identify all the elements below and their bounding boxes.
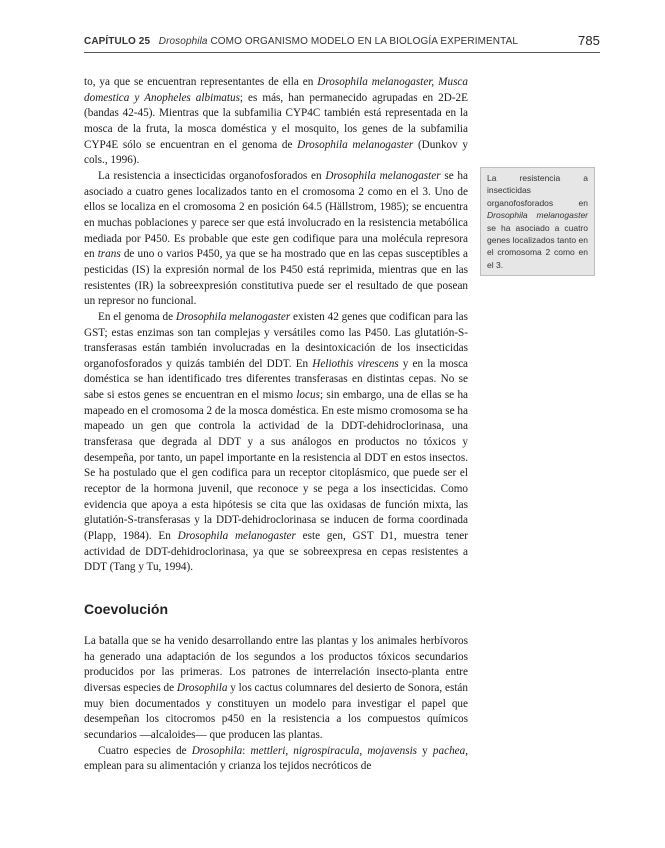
chapter-label: CAPÍTULO 25 xyxy=(84,36,151,47)
paragraph-3: En el genoma de Drosophila melanogaster existen 42 genes que codifican para las GST; estas enzimas son tan complejas y versátiles como las P450. Las glutatión-S-transferasas están también involucradas en la desintoxicación de los insecticidas organofosforados y quizás también del DDT. En Heliothis virescens y en la mosca doméstica se han identificado tres diferentes transferasas en distintas cepas. No se sabe si estos genes se encuentran en el mismo locus; sin embargo, una de ellas se ha mapeado en el cromosoma 2 de la mosca doméstica. En este mismo cromosoma se ha mapeado un gen que controla la actividad de la DDT-dehidroclorinasa, una transferasa que degrada al DDT y a sus análogos en productos no tóxicos y desempeña, por tanto, un papel importante en la resistencia al DDT en estos insectos. Se ha postulado que el gen codifica para un receptor citoplásmico, que puede ser el receptor de la hormona juvenil, que reconoce y se pega a los insecticidas. Como evidencia que apoya a esta hipótesis se cita que las oxidasas de función mixta, las glutatión-S-transferasas y la DDT-dehidroclorinasa se inducen de forma coordinada (Plapp, 1984). En Drosophila melanogaster este gen, GST D1, muestra tener actividad de DDT-dehidroclorinasa, ya que se sobreexpresa en cepas resistentes a DDT (Tang y Tu, 1994). xyxy=(84,310,469,574)
paragraph-5: Cuatro especies de Drosophila: mettleri, nigrospiracula, mojavensis y pachea, emplean para su alimentación y crianza los tejidos necróticos de xyxy=(84,744,469,773)
page-number: 785 xyxy=(578,33,600,48)
paragraph-1: to, ya que se encuentran representantes de ella en Drosophila melanogaster, Musca domestica y Anopheles albimatus; es más, han permanecido agrupadas en 2D-2E (bandas 42-45). Mientras que la subfamilia CYP4C también está representada en la mosca de la fruta, la mosca doméstica y el mosquito, los genes de la subfamilia CYP4E sólo se encuentran en el genoma de Drosophila melanogaster (Dunkov y cols., 1996). xyxy=(84,76,468,167)
section-text-column xyxy=(84,634,468,775)
margin-note: La resistencia a insecticidas organofosforados en Drosophila melanogaster se ha asociado a cuatro genes localizados tanto en el cromosoma 2 como en el 3. xyxy=(480,167,595,276)
header-genus: Drosophila xyxy=(158,36,208,47)
header-title: COMO ORGANISMO MODELO EN LA BIOLOGÍA EXPERIMENTAL xyxy=(210,36,519,47)
section-heading: Coevolución xyxy=(84,601,169,617)
paragraph-2: La resistencia a insecticidas organofosforados en Drosophila melanogaster se ha asociado a cuatro genes localizados tanto en el cromosoma 2 como en el 3. Uno de ellos se localiza en el cromosoma 2 en posición 64.5 (Hällstrom, 1985); se encuentra en muchas poblaciones y parece ser que está involucrado en la resistencia metabólica mediada por P450. Es probable que este gen codifique para una molécula represora en trans de uno o varios P450, ya que se ha mostrado que en las cepas susceptibles a pesticidas (IS) la expresión normal de los P450 está reprimida, mientras que en las resistentes (IR) la sobreexpresión constitutiva puede ser el resultado de que posean un represor no funcional. xyxy=(84,169,468,308)
main-text-column xyxy=(84,75,468,576)
running-header xyxy=(84,33,600,53)
paragraph-4: La batalla que se ha venido desarrollando entre las plantas y los animales herbívoros ha generado una adaptación de los segundos a los productos tóxicos secundarios producidos por las primeras. Los patrones de interrelación insecto-planta entre diversas especies de Drosophila y los cactus columnares del desierto de Sonora, están muy bien documentados y constituyen un modelo para investigar el papel que desempeñan los citocromos p450 en la resistencia a los compuestos químicos secundarios —alcaloides— que producen las plantas. xyxy=(84,635,468,741)
